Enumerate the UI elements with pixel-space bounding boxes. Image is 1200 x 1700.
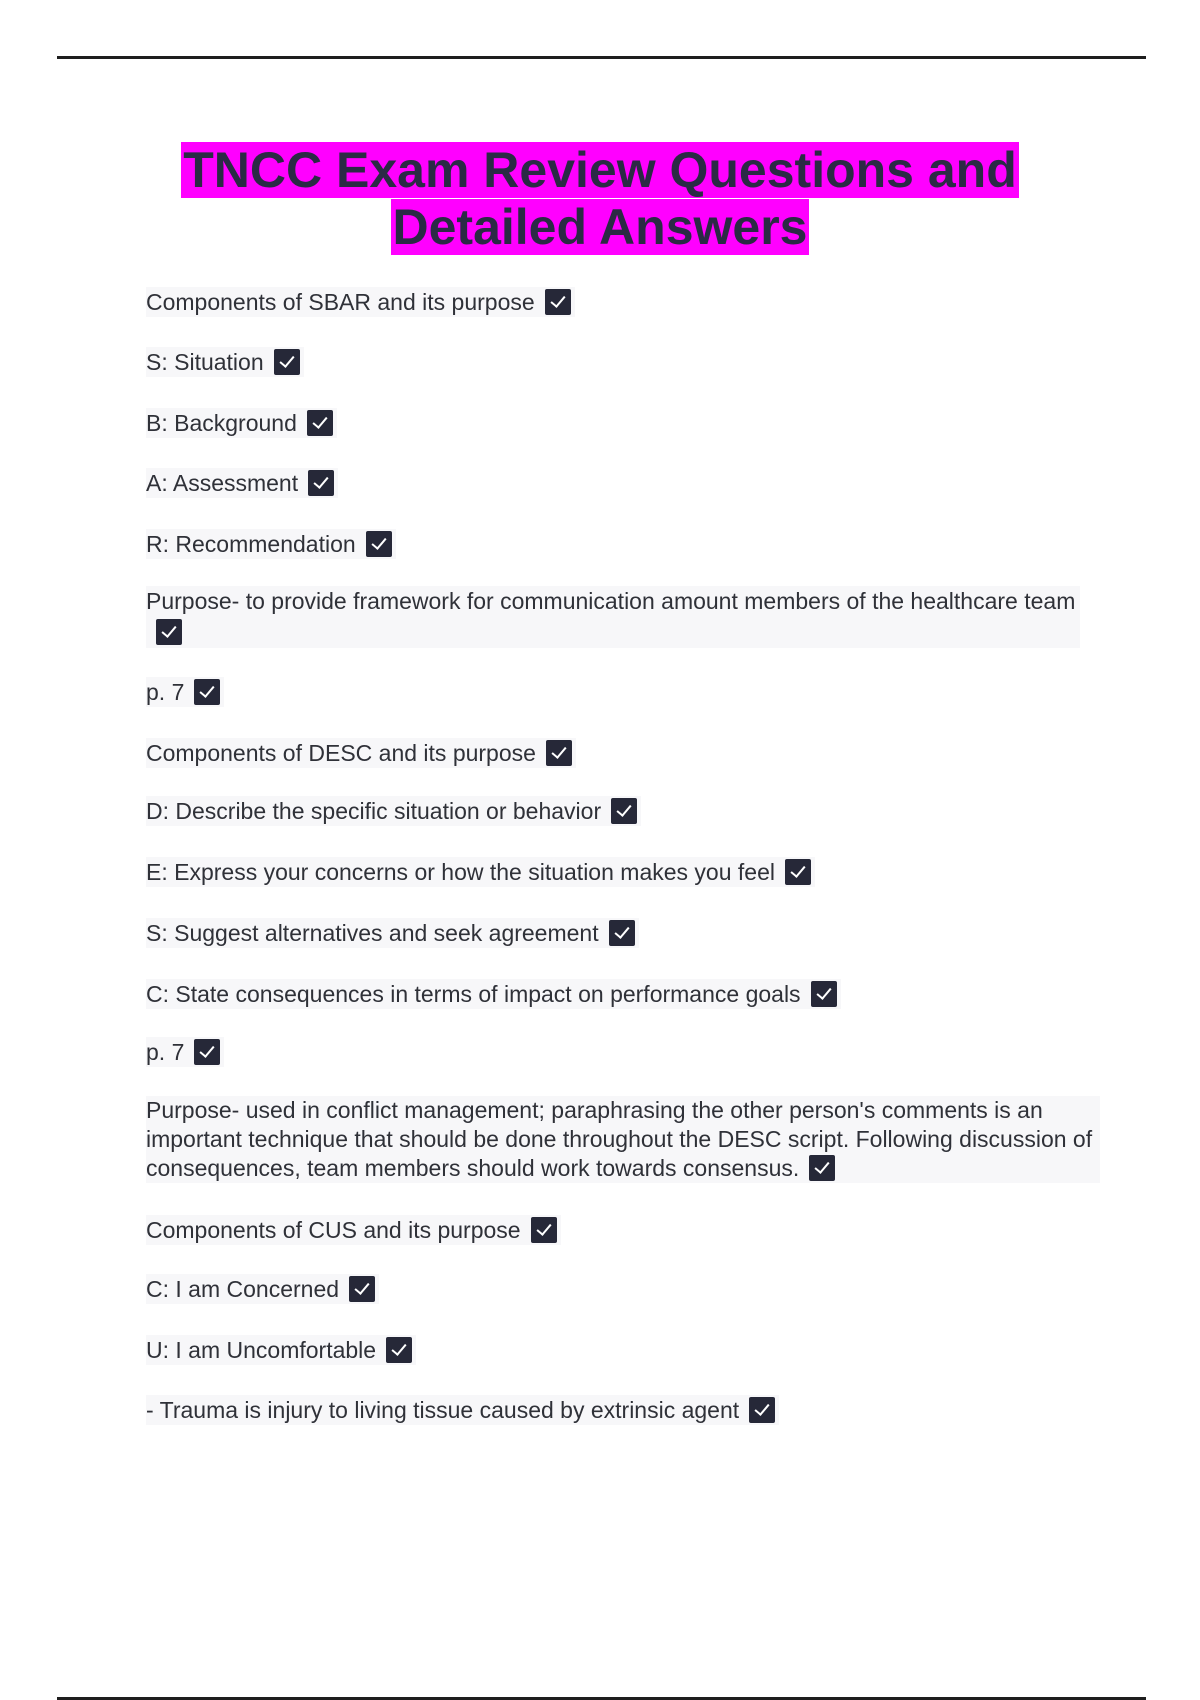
title-line-1: TNCC Exam Review Questions and xyxy=(183,142,1017,198)
checkmark-icon xyxy=(531,1217,557,1243)
item-text: S: Situation xyxy=(146,349,264,375)
list-item xyxy=(146,1395,779,1425)
checkmark-icon xyxy=(194,1039,220,1065)
title-line-2: Detailed Answers xyxy=(392,199,808,255)
list-item xyxy=(146,1096,1100,1183)
item-text: E: Express your concerns or how the situation makes you feel xyxy=(146,859,775,885)
checkmark-icon xyxy=(749,1397,775,1423)
checkmark-icon xyxy=(386,1337,412,1363)
item-text: Components of SBAR and its purpose xyxy=(146,289,535,315)
item-text: A: Assessment xyxy=(146,470,299,496)
item-text: Purpose- used in conflict management; paraphrasing the other person's comments is an important technique that should be done throughout the DESC script. Following discussion of consequences, team members should work towards consensus. xyxy=(146,1097,1093,1181)
checkmark-icon xyxy=(611,798,637,824)
list-item xyxy=(146,796,641,826)
checkmark-icon xyxy=(545,289,571,315)
top-rule xyxy=(57,56,1146,59)
item-text: p. 7 xyxy=(146,1039,185,1065)
checkmark-icon xyxy=(546,740,572,766)
list-item xyxy=(146,287,575,317)
checkmark-icon xyxy=(366,531,392,557)
item-text: U: I am Uncomfortable xyxy=(146,1337,377,1363)
page-title xyxy=(0,142,1200,256)
list-item xyxy=(146,529,396,559)
list-item xyxy=(146,979,841,1009)
checkmark-icon xyxy=(307,410,333,436)
list-item xyxy=(146,1274,379,1304)
checkmark-icon xyxy=(308,470,334,496)
checkmark-icon xyxy=(785,859,811,885)
item-text: Components of CUS and its purpose xyxy=(146,1217,521,1243)
item-text: S: Suggest alternatives and seek agreement xyxy=(146,920,599,946)
list-item xyxy=(146,738,576,768)
list-item xyxy=(146,1215,561,1245)
list-item xyxy=(146,586,1080,648)
list-item xyxy=(146,347,304,377)
list-item xyxy=(146,468,338,498)
item-text: B: Background xyxy=(146,410,297,436)
checkmark-icon xyxy=(156,619,182,645)
checkmark-icon xyxy=(609,920,635,946)
list-item xyxy=(146,1335,416,1365)
checkmark-icon xyxy=(349,1276,375,1302)
list-item xyxy=(146,918,639,948)
item-text: Components of DESC and its purpose xyxy=(146,740,536,766)
checkmark-icon xyxy=(274,349,300,375)
list-item xyxy=(146,408,337,438)
checkmark-icon xyxy=(194,679,220,705)
item-text: D: Describe the specific situation or behavior xyxy=(146,798,602,824)
list-item xyxy=(146,677,224,707)
checkmark-icon xyxy=(811,981,837,1007)
item-text: Purpose- to provide framework for communication amount members of the healthcare team xyxy=(146,588,1076,614)
list-item xyxy=(146,857,815,887)
item-text: R: Recommendation xyxy=(146,531,356,557)
item-text: C: State consequences in terms of impact on performance goals xyxy=(146,981,801,1007)
list-item xyxy=(146,1037,224,1067)
item-text: C: I am Concerned xyxy=(146,1276,340,1302)
checkmark-icon xyxy=(809,1155,835,1181)
item-text: p. 7 xyxy=(146,679,185,705)
item-text: - Trauma is injury to living tissue caused by extrinsic agent xyxy=(146,1397,740,1423)
